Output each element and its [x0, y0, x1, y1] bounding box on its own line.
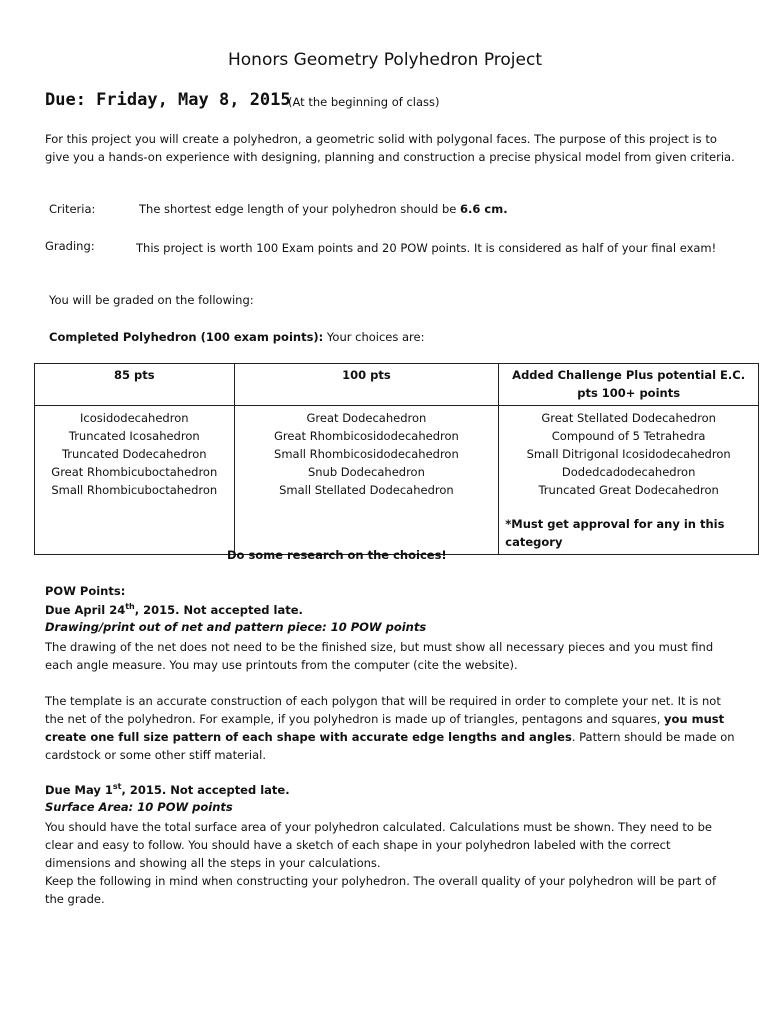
table-header-row: [35, 364, 759, 406]
completed-polyhedron-line: [49, 330, 425, 344]
list-item: Great Rhombicosidodecahedron: [274, 429, 459, 443]
list-item: Great Dodecahedron: [306, 411, 427, 425]
criteria-label: Criteria:: [49, 202, 96, 216]
pow-due-1-date: Due April 24: [45, 602, 126, 617]
col-100-pts: [234, 406, 499, 555]
pow-due-2-suffix: st: [112, 782, 122, 791]
pow-due-2-rest: , 2015. Not accepted late.: [121, 782, 290, 797]
keep-in-mind-paragraph: Keep the following in mind when constructing your polyhedron. The overall quality of your polyhedron will be part of the grade.: [45, 874, 716, 906]
header-100-pts: 100 pts: [234, 364, 499, 406]
grading-label: Grading:: [45, 239, 95, 253]
template-text-b: . Pattern should be made on cardstock or some other stiff material.: [45, 730, 735, 762]
table-body-row: [35, 406, 759, 555]
pow-task-1: Drawing/print out of net and pattern piece: 10 POW points: [45, 620, 427, 634]
graded-on-text: You will be graded on the following:: [49, 293, 254, 307]
criteria-description: The shortest edge length of your polyhedron should be: [139, 202, 461, 216]
list-item: Icosidodecahedron: [80, 411, 189, 425]
col-85-pts: [35, 406, 235, 555]
pow-due-2: [45, 782, 290, 797]
pow-due-1-rest: , 2015. Not accepted late.: [134, 602, 303, 617]
pow-due-1: [45, 602, 303, 617]
completed-polyhedron-label: Completed Polyhedron (100 exam points):: [49, 330, 324, 344]
list-item: Great Stellated Dodecahedron: [541, 411, 716, 425]
header-85-pts: 85 pts: [35, 364, 235, 406]
list-item: Small Rhombicuboctahedron: [51, 483, 218, 497]
surface-area-paragraph: You should have the total surface area of your polyhedron calculated. Calculations must be shown. They need to be clear and easy to follow. You should have a sketch of each shape in your polyhedron labeled with the correct dimensions and showing all the steps in your calculations.: [45, 820, 712, 870]
criteria-text: [139, 202, 508, 216]
list-item: Truncated Great Dodecahedron: [538, 483, 719, 497]
list-item: Great Rhombicuboctahedron: [51, 465, 218, 479]
research-note: Do some research on the choices!: [227, 548, 447, 562]
list-item: Small Stellated Dodecahedron: [279, 483, 454, 497]
pow-due-2-date: Due May 1: [45, 782, 113, 797]
list-item: Snub Dodecahedron: [307, 465, 425, 479]
page-title: Honors Geometry Polyhedron Project: [228, 50, 542, 70]
header-added-challenge: Added Challenge Plus potential E.C. pts 100+ points: [499, 364, 759, 406]
list-item: Truncated Dodecahedron: [61, 447, 207, 461]
intro-paragraph: For this project you will create a polyhedron, a geometric solid with polygonal faces. The purpose of this project is to give you a hands-on experience with designing, planning and construction a precise physical model from given criteria.: [45, 132, 735, 164]
pow-heading: POW Points:: [45, 584, 126, 598]
grading-text: This project is worth 100 Exam points and 20 POW points. It is considered as half of your final exam!: [136, 241, 717, 255]
list-item: Dodedcadodecahedron: [561, 465, 696, 479]
due-note: (At the beginning of class): [288, 95, 440, 109]
choices-table: [34, 363, 759, 555]
list-item: Compound of 5 Tetrahedra: [551, 429, 706, 443]
criteria-value: 6.6 cm.: [460, 202, 508, 216]
pow-due-1-suffix: th: [125, 602, 135, 611]
completed-polyhedron-rest: Your choices are:: [323, 330, 425, 344]
due-date: Due: Friday, May 8, 2015: [45, 90, 291, 110]
list-item: Small Ditrigonal Icosidodecahedron: [526, 447, 731, 461]
col-added-challenge: [499, 406, 759, 555]
drawing-paragraph: The drawing of the net does not need to be the finished size, but must show all necessary pieces and you must find each angle measure. You may use printouts from the computer (cite the website).: [45, 640, 714, 672]
approval-note: *Must get approval for any in this category: [505, 517, 725, 549]
template-text-a: The template is an accurate construction of each polygon that will be required in order to complete your net. It is not the net of the polyhedron. For example, if you polyhedron is made up of triangles, pentagons and squares,: [45, 694, 721, 726]
list-item: Truncated Icosahedron: [68, 429, 200, 443]
pow-task-2: Surface Area: 10 POW points: [45, 800, 233, 814]
list-item: Small Rhombicosidodecahedron: [274, 447, 459, 461]
template-paragraph: [45, 692, 735, 764]
template-text-bold: you must create one full size pattern of each shape with accurate edge lengths and angles: [45, 712, 725, 744]
